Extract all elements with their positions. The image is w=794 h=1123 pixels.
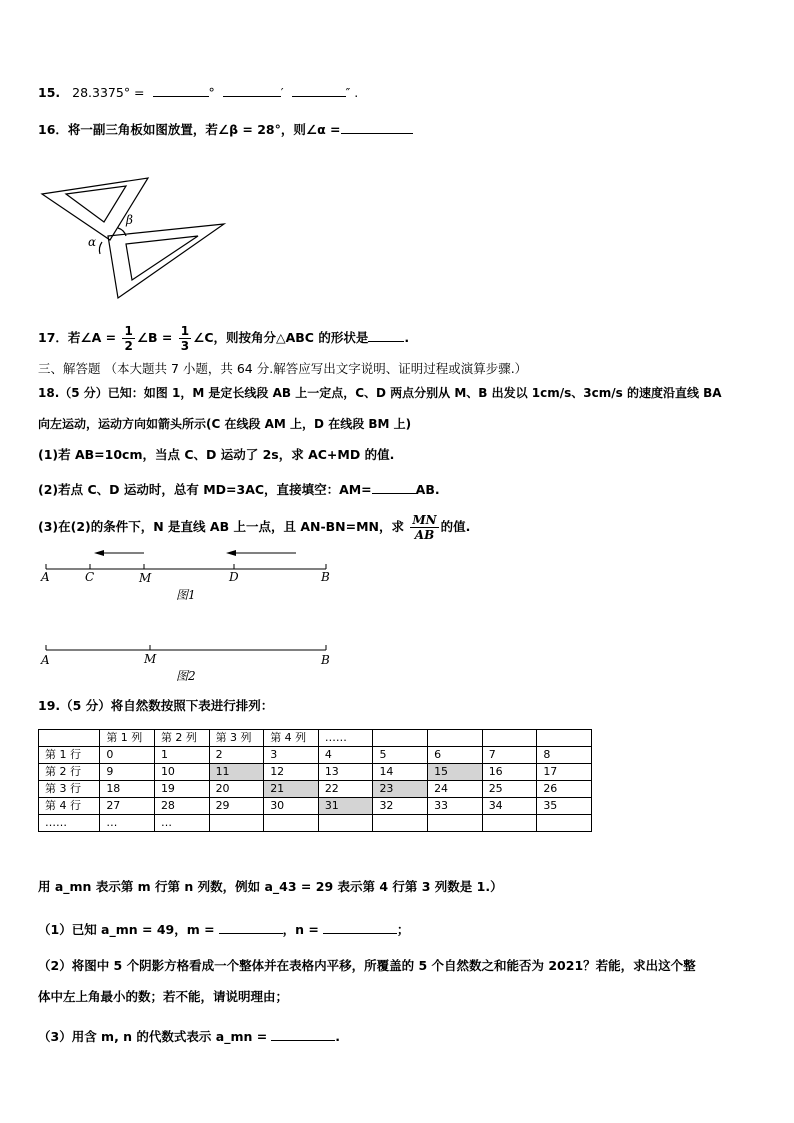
table-cell bbox=[373, 730, 428, 747]
table-cell bbox=[482, 730, 537, 747]
table-cell: 第 2 列 bbox=[154, 730, 209, 747]
table-cell bbox=[318, 815, 373, 832]
table-cell: 3 bbox=[264, 747, 319, 764]
fig2-caption: 图2 bbox=[176, 669, 196, 683]
table-cell: 28 bbox=[154, 798, 209, 815]
table-cell: … bbox=[100, 815, 155, 832]
table-cell: 27 bbox=[100, 798, 155, 815]
q19-part-3: （3）用含 m, n 的代数式表示 a_mn = . bbox=[38, 1026, 340, 1046]
table-cell: 11 bbox=[209, 764, 264, 781]
table-cell: 35 bbox=[537, 798, 592, 815]
table-cell: 17 bbox=[537, 764, 592, 781]
set-square-2-inner bbox=[126, 236, 198, 280]
q18-part-2-blank[interactable] bbox=[372, 479, 416, 494]
table-cell: 25 bbox=[482, 781, 537, 798]
q15-number: 15. bbox=[38, 85, 61, 100]
table-cell: 20 bbox=[209, 781, 264, 798]
table-cell: …… bbox=[39, 815, 100, 832]
q18-part-1: (1)若 AB=10cm，当点 C、D 运动了 2s，求 AC+MD 的值. bbox=[38, 447, 395, 462]
table-row bbox=[39, 781, 592, 798]
question-15 bbox=[38, 82, 358, 102]
angle-alpha-arc bbox=[99, 242, 102, 254]
q19-part-2-line-2: 体中左上角最小的数；若不能，请说明理由； bbox=[38, 989, 289, 1004]
q17-pre: 17．若∠A = bbox=[38, 330, 117, 345]
q18-mn-over-ab: $\frac{MN}{AB}$ bbox=[412, 513, 437, 542]
table-header-row bbox=[39, 730, 592, 747]
q17-mid: ∠B = bbox=[136, 330, 173, 345]
table-cell: …… bbox=[318, 730, 373, 747]
q15-period: . bbox=[354, 85, 359, 100]
table-cell: 16 bbox=[482, 764, 537, 781]
q17-fraction-half: $\frac{1}{2}$ bbox=[124, 324, 133, 353]
table-cell: 29 bbox=[209, 798, 264, 815]
table-cell: 21 bbox=[264, 781, 319, 798]
table-cell bbox=[264, 815, 319, 832]
q19-n-blank[interactable] bbox=[323, 919, 397, 934]
table-cell bbox=[373, 815, 428, 832]
q15-second-blank[interactable] bbox=[292, 82, 346, 97]
table-cell: 第 1 列 bbox=[100, 730, 155, 747]
table-cell bbox=[537, 730, 592, 747]
q17-fraction-third: $\frac{1}{3}$ bbox=[180, 324, 190, 353]
table-cell: 1 bbox=[154, 747, 209, 764]
question-17: 17．若∠A = $\frac{1}{2}$ ∠B = $\frac{1}{3}$ ∠C，则按角分△ABC 的形状是 . bbox=[38, 324, 410, 353]
q17-post: ∠C，则按角分△ABC 的形状是 bbox=[193, 330, 369, 345]
section-3-heading: 三、解答题 （本大题共 7 小题，共 64 分.解答应写出文字说明、证明过程或演算步骤.） bbox=[38, 361, 528, 376]
fig1-label-C: C bbox=[85, 570, 95, 584]
alpha-label: α bbox=[88, 235, 97, 249]
table-cell bbox=[428, 815, 483, 832]
table-row bbox=[39, 764, 592, 781]
q19-part-2-line-1: （2）将图中 5 个阴影方格看成一个整体并在表格内平移，所覆盖的 5 个自然数之和能否为 2021？若能，求出这个整 bbox=[38, 958, 696, 973]
table-cell: 23 bbox=[373, 781, 428, 798]
table-cell bbox=[537, 815, 592, 832]
q16-blank[interactable] bbox=[341, 119, 413, 134]
q19-m-blank[interactable] bbox=[219, 919, 283, 934]
table-cell: 26 bbox=[537, 781, 592, 798]
table-row bbox=[39, 798, 592, 815]
q18-line-1: 18.（5 分）已知：如图 1，M 是定长线段 AB 上一定点，C、D 两点分别从 M、B 出发以 1cm/s、3cm/s 的速度沿直线 BA bbox=[38, 386, 722, 400]
table-row bbox=[39, 747, 592, 764]
beta-label: β bbox=[126, 213, 133, 227]
number-table bbox=[38, 729, 592, 832]
table-cell: 30 bbox=[264, 798, 319, 815]
triangle-rulers-figure bbox=[38, 172, 238, 307]
figure-2 bbox=[38, 636, 338, 686]
table-cell: 32 bbox=[373, 798, 428, 815]
table-cell: 第 2 行 bbox=[39, 764, 100, 781]
fig1-label-D: D bbox=[229, 570, 239, 584]
table-cell: 6 bbox=[428, 747, 483, 764]
table-cell: 33 bbox=[428, 798, 483, 815]
q18-line-2: 向左运动，运动方向如箭头所示(C 在线段 AM 上，D 在线段 BM 上) bbox=[38, 417, 412, 431]
q15-second-mark: ″ bbox=[345, 85, 351, 100]
fig1-label-A: A bbox=[41, 570, 50, 584]
table-cell: 22 bbox=[318, 781, 373, 798]
table-cell: 0 bbox=[100, 747, 155, 764]
table-cell bbox=[39, 730, 100, 747]
table-cell bbox=[209, 815, 264, 832]
table-cell: 31 bbox=[318, 798, 373, 815]
fig2-label-B: B bbox=[321, 653, 330, 667]
fig1-label-M: M bbox=[139, 571, 152, 585]
table-cell: 第 4 行 bbox=[39, 798, 100, 815]
table-cell: 9 bbox=[100, 764, 155, 781]
table-cell: 4 bbox=[318, 747, 373, 764]
q19-title: 19.（5 分）将自然数按照下表进行排列： bbox=[38, 698, 274, 713]
figure-1 bbox=[38, 545, 338, 605]
table-cell: 10 bbox=[154, 764, 209, 781]
question-16 bbox=[38, 119, 413, 139]
table-cell: 8 bbox=[537, 747, 592, 764]
table-cell: 12 bbox=[264, 764, 319, 781]
q16-text: 16．将一副三角板如图放置，若∠β = 28°，则∠α = bbox=[38, 122, 341, 137]
q18-part-3: (3)在(2)的条件下，N 是直线 AB 上一点，且 AN-BN=MN，求 $\frac{MN}{AB}$ 的值. bbox=[38, 513, 471, 542]
table-cell: 第 3 列 bbox=[209, 730, 264, 747]
q15-degree-blank[interactable] bbox=[153, 82, 209, 97]
q15-degree-mark: ° bbox=[208, 85, 215, 100]
q19-note: 用 a_mn 表示第 m 行第 n 列数，例如 a_43 = 29 表示第 4 行第 3 列数是 1.） bbox=[38, 879, 503, 894]
q15-minute-blank[interactable] bbox=[223, 82, 281, 97]
table-cell: 15 bbox=[428, 764, 483, 781]
table-cell: … bbox=[154, 815, 209, 832]
table-cell: 第 3 行 bbox=[39, 781, 100, 798]
fig1-caption: 图1 bbox=[176, 588, 196, 602]
table-cell: 14 bbox=[373, 764, 428, 781]
table-cell: 34 bbox=[482, 798, 537, 815]
table-cell: 第 1 行 bbox=[39, 747, 100, 764]
q15-expression: 28.3375° = bbox=[72, 85, 145, 100]
table-cell bbox=[482, 815, 537, 832]
table-row bbox=[39, 815, 592, 832]
table-cell: 2 bbox=[209, 747, 264, 764]
table-cell: 19 bbox=[154, 781, 209, 798]
q18-part-2: (2)若点 C、D 运动时，总有 MD=3AC，直接填空：AM= AB. bbox=[38, 479, 440, 499]
q15-minute-mark: ′ bbox=[280, 85, 284, 100]
table-cell: 7 bbox=[482, 747, 537, 764]
table-cell: 5 bbox=[373, 747, 428, 764]
fig2-label-M: M bbox=[144, 652, 157, 666]
table-cell: 第 4 列 bbox=[264, 730, 319, 747]
table-cell: 13 bbox=[318, 764, 373, 781]
q17-blank[interactable] bbox=[368, 327, 404, 342]
fig2-label-A: A bbox=[41, 653, 50, 667]
fig1-label-B: B bbox=[321, 570, 330, 584]
table-cell bbox=[428, 730, 483, 747]
table-cell: 24 bbox=[428, 781, 483, 798]
table-cell: 18 bbox=[100, 781, 155, 798]
set-square-1-outer bbox=[42, 178, 148, 240]
q19-part-3-blank[interactable] bbox=[271, 1026, 335, 1041]
q19-part-1: （1）已知 a_mn = 49，m = ，n = ； bbox=[38, 919, 409, 939]
